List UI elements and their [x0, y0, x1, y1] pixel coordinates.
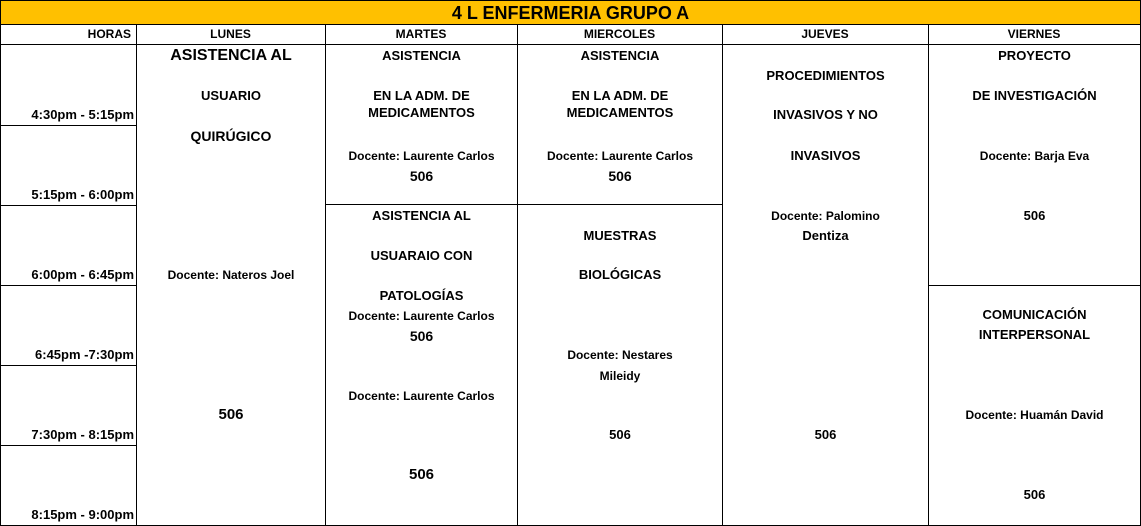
course-title: MEDICAMENTOS	[566, 105, 674, 120]
docente-label: Dentiza	[802, 228, 849, 243]
jueves-course-cell	[723, 45, 928, 525]
header-lunes: LUNES	[210, 27, 251, 41]
grid-line	[0, 445, 137, 446]
docente-label: Docente: Barja Eva	[979, 149, 1090, 163]
course-title: DE INVESTIGACIÓN	[972, 88, 1097, 103]
grid-line	[0, 285, 137, 286]
header-miercoles: MIERCOLES	[583, 27, 656, 41]
header-horas: HORAS	[87, 27, 131, 41]
hour-label: 6:00pm - 6:45pm	[31, 267, 134, 282]
hour-label: 8:15pm - 9:00pm	[31, 507, 134, 522]
course-title: PROCEDIMIENTOS	[766, 68, 885, 83]
course-title: BIOLÓGICAS	[578, 267, 662, 282]
course-title: PATOLOGÍAS	[379, 288, 464, 303]
miercoles-course-cell-1	[518, 45, 722, 204]
course-title: ASISTENCIA	[580, 48, 660, 63]
miercoles-course-cell-2	[518, 205, 722, 525]
hour-label: 7:30pm - 8:15pm	[31, 427, 134, 442]
martes-course-cell-2	[326, 205, 517, 525]
aula-label: 506	[409, 328, 434, 344]
course-title: USUARIO	[201, 88, 261, 103]
docente-label: Docente: Palomino	[771, 209, 880, 223]
grid-line	[0, 205, 137, 206]
course-title: MUESTRAS	[583, 228, 657, 243]
hour-label: 6:45pm -7:30pm	[35, 347, 134, 362]
course-title: ASISTENCIA AL	[170, 47, 292, 64]
course-title: ASISTENCIA AL	[372, 208, 471, 223]
docente-label: Docente: Nateros Joel	[167, 268, 295, 282]
course-title: USUARAIO CON	[370, 248, 473, 263]
docente-label: Docente: Huamán David	[965, 408, 1104, 422]
course-title: INTERPERSONAL	[978, 327, 1091, 342]
course-title: QUIRÚGICO	[190, 128, 272, 144]
aula-label: 506	[1023, 208, 1046, 223]
schedule-title: 4 L ENFERMERIA GRUPO A	[0, 0, 1141, 25]
header-martes: MARTES	[395, 27, 447, 41]
course-title: ASISTENCIA	[382, 48, 461, 63]
viernes-course-cell-1	[929, 45, 1140, 285]
martes-course-cell-1	[326, 45, 517, 204]
docente-label: Docente: Laurente Carlos	[348, 309, 495, 323]
grid-line	[0, 125, 137, 126]
aula-label: 506	[1023, 487, 1046, 502]
lunes-course-cell	[137, 45, 325, 525]
docente-label: Mileidy	[599, 369, 641, 383]
header-jueves: JUEVES	[801, 27, 849, 41]
docente-label: Docente: Laurente Carlos	[348, 149, 495, 163]
aula-label: 506	[218, 406, 244, 423]
course-title: COMUNICACIÓN	[982, 307, 1087, 322]
docente-label: Docente: Laurente Carlos	[348, 389, 495, 403]
aula-label: 506	[608, 168, 632, 184]
aula-label: 506	[609, 427, 631, 442]
course-title: EN LA ADM. DE	[373, 88, 470, 103]
docente-label: Docente: Nestares	[567, 348, 673, 362]
header-viernes: VIERNES	[1007, 27, 1061, 41]
course-title: PROYECTO	[998, 48, 1071, 63]
aula-label: 506	[814, 427, 837, 442]
course-title: INVASIVOS	[790, 148, 861, 163]
hour-label: 5:15pm - 6:00pm	[31, 187, 134, 202]
aula-label: 506	[409, 168, 434, 184]
docente-label: Docente: Laurente Carlos	[546, 149, 694, 163]
course-title: INVASIVOS Y NO	[773, 107, 878, 122]
hour-label: 4:30pm - 5:15pm	[31, 107, 134, 122]
viernes-course-cell-2	[929, 286, 1140, 525]
grid-line	[0, 365, 137, 366]
course-title: MEDICAMENTOS	[368, 105, 475, 120]
aula-label: 506	[408, 466, 435, 483]
course-title: EN LA ADM. DE	[571, 88, 669, 103]
